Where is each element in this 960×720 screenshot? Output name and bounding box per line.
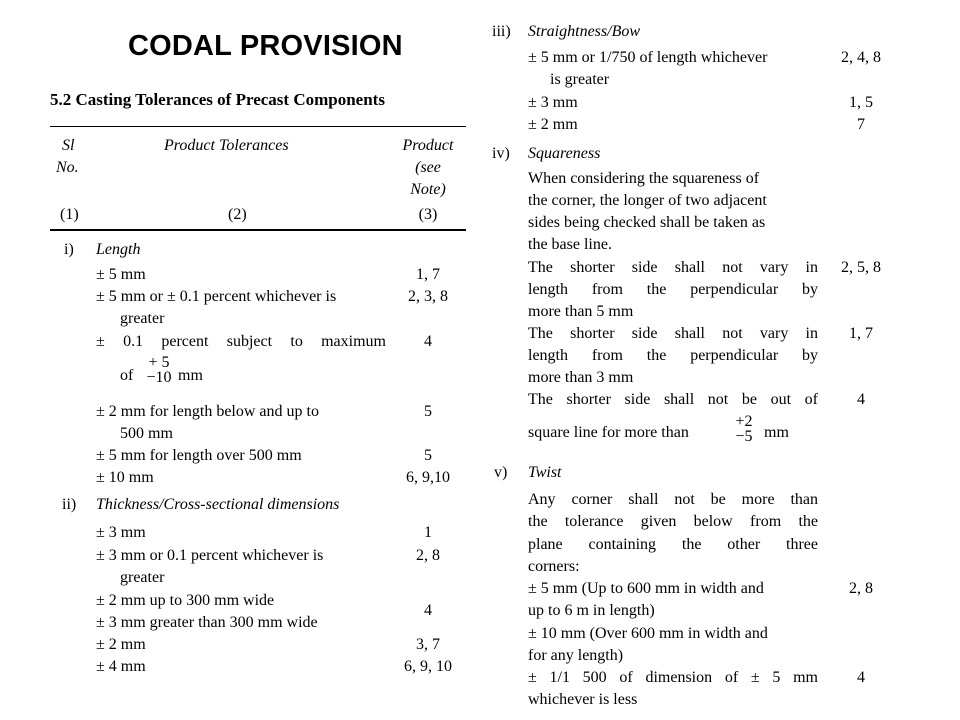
sec1-r1-ref: 1, 7	[416, 266, 440, 283]
header-see: (see	[415, 159, 441, 176]
sec3-r3-text: ± 2 mm	[528, 116, 578, 133]
sec1-r3-minus: −10	[146, 369, 172, 386]
sec5-p2-line1: ± 10 mm (Over 600 mm in width and	[528, 625, 768, 642]
sec4-p2-ref: 1, 7	[849, 325, 873, 342]
sec2-r4-text: ± 3 mm greater than 300 mm wide	[96, 614, 318, 631]
sec1-r1-text: ± 5 mm	[96, 266, 146, 283]
sec5-p1-line2: up to 6 m in length)	[528, 602, 655, 619]
sec4-p3-minus: −5	[735, 428, 753, 445]
header-product: Product	[402, 137, 454, 154]
sec2-r1-text: ± 3 mm	[96, 524, 146, 541]
sec5-p1-ref: 2, 8	[849, 580, 873, 597]
sec5-p3-line1: ± 1/1 500 of dimension of ± 5 mm	[528, 669, 818, 686]
sec1-r5-text: ± 5 mm for length over 500 mm	[96, 447, 302, 464]
sec4-p1-line3: more than 5 mm	[528, 303, 634, 320]
header-sl: Sl	[62, 137, 75, 154]
sec2-r2-line1: ± 3 mm or 0.1 percent whichever is	[96, 547, 324, 564]
sec1-r3-unit: mm	[178, 367, 203, 384]
sec2-r4-ref: 4	[424, 602, 432, 619]
header-note: Note)	[410, 181, 446, 198]
sec2-r5-text: ± 2 mm	[96, 636, 146, 653]
sec4-p1-line2: length from the perpendicular by	[528, 281, 818, 298]
sec1-r4-line2: 500 mm	[120, 425, 173, 442]
sec3-r3-ref: 7	[857, 116, 865, 133]
sec1-r6-text: ± 10 mm	[96, 469, 154, 486]
sec4-p3-line2: square line for more than	[528, 424, 689, 441]
sec5-label: v)	[494, 464, 508, 481]
sec3-r2-ref: 1, 5	[849, 94, 873, 111]
sec3-r2-text: ± 3 mm	[528, 94, 578, 111]
sec1-r3-plus: + 5	[148, 354, 170, 371]
sec5-p3-ref: 4	[857, 669, 865, 686]
sec1-label: i)	[64, 241, 74, 258]
sec4-intro-1: When considering the squareness of	[528, 170, 760, 187]
sec5-title: Twist	[528, 464, 562, 481]
sec5-intro-1: Any corner shall not be more than	[528, 491, 818, 508]
sec1-r6-ref: 6, 9,10	[406, 469, 450, 486]
header-num-1: (1)	[60, 206, 79, 223]
page-title: CODAL PROVISION	[128, 30, 403, 62]
sec4-p3-plus: +2	[735, 413, 753, 430]
sec1-title: Length	[96, 241, 141, 258]
sec4-p1-line1: The shorter side shall not vary in	[528, 259, 818, 276]
sec2-r5-ref: 3, 7	[416, 636, 440, 653]
sec4-intro-3: sides being checked shall be taken as	[528, 214, 766, 231]
sec2-r1-ref: 1	[424, 524, 432, 541]
sec5-p2-line2: for any length)	[528, 647, 624, 664]
sec5-intro-2: the tolerance given below from the	[528, 513, 818, 530]
sec4-title: Squareness	[528, 145, 601, 162]
sec4-label: iv)	[492, 145, 510, 162]
sec1-r3-line1: ± 0.1 percent subject to maximum	[96, 333, 386, 350]
sec4-p3-unit: mm	[764, 424, 789, 441]
sec1-r3-of: of	[120, 367, 134, 384]
sec5-intro-4: corners:	[528, 558, 580, 575]
table-top-rule	[50, 126, 466, 127]
sec2-r2-line2: greater	[120, 569, 165, 586]
header-num-3: (3)	[418, 206, 438, 223]
sec1-r2-line1: ± 5 mm or ± 0.1 percent whichever is	[96, 288, 337, 305]
sec2-r3-text: ± 2 mm up to 300 mm wide	[96, 592, 275, 609]
sec2-r2-ref: 2, 8	[416, 547, 440, 564]
sec1-r4-ref: 5	[424, 403, 432, 420]
sec4-p3-tolerance-fraction	[728, 414, 760, 444]
sec2-r6-ref: 6, 9, 10	[404, 658, 452, 675]
sec1-r2-ref: 2, 3, 8	[408, 288, 448, 305]
section-heading: 5.2 Casting Tolerances of Precast Components	[50, 90, 385, 109]
sec2-title: Thickness/Cross-sectional dimensions	[96, 496, 340, 513]
sec4-p2-line3: more than 3 mm	[528, 369, 634, 386]
sec1-r3-tolerance-fraction	[142, 355, 176, 385]
sec4-p3-ref: 4	[857, 391, 865, 408]
sec1-r3-ref: 4	[424, 333, 432, 350]
sec5-intro-3: plane containing the other three	[528, 536, 818, 553]
sec5-p1-line1: ± 5 mm (Up to 600 mm in width and	[528, 580, 764, 597]
sec1-r2-line2: greater	[120, 310, 165, 327]
sec2-label: ii)	[62, 496, 77, 513]
sec4-p2-line1: The shorter side shall not vary in	[528, 325, 818, 342]
header-no: No.	[56, 159, 79, 176]
header-num-2: (2)	[228, 206, 247, 223]
sec3-r1-line2: is greater	[550, 71, 610, 88]
sec3-label: iii)	[492, 23, 511, 40]
sec1-r5-ref: 5	[424, 447, 432, 464]
sec4-intro-4: the base line.	[528, 236, 612, 253]
sec4-p1-ref: 2, 5, 8	[841, 259, 881, 276]
sec3-r1-ref: 2, 4, 8	[841, 49, 881, 66]
sec3-r1-line1: ± 5 mm or 1/750 of length whichever	[528, 49, 768, 66]
sec1-r4-line1: ± 2 mm for length below and up to	[96, 403, 319, 420]
sec4-intro-2: the corner, the longer of two adjacent	[528, 192, 767, 209]
sec2-r6-text: ± 4 mm	[96, 658, 146, 675]
sec4-p3-line1: The shorter side shall not be out of	[528, 391, 818, 408]
sec3-title: Straightness/Bow	[528, 23, 641, 40]
sec5-p3-line2: whichever is less	[528, 691, 638, 708]
table-header-rule	[50, 229, 466, 231]
header-product-tolerances: Product Tolerances	[164, 137, 289, 154]
sec4-p2-line2: length from the perpendicular by	[528, 347, 818, 364]
